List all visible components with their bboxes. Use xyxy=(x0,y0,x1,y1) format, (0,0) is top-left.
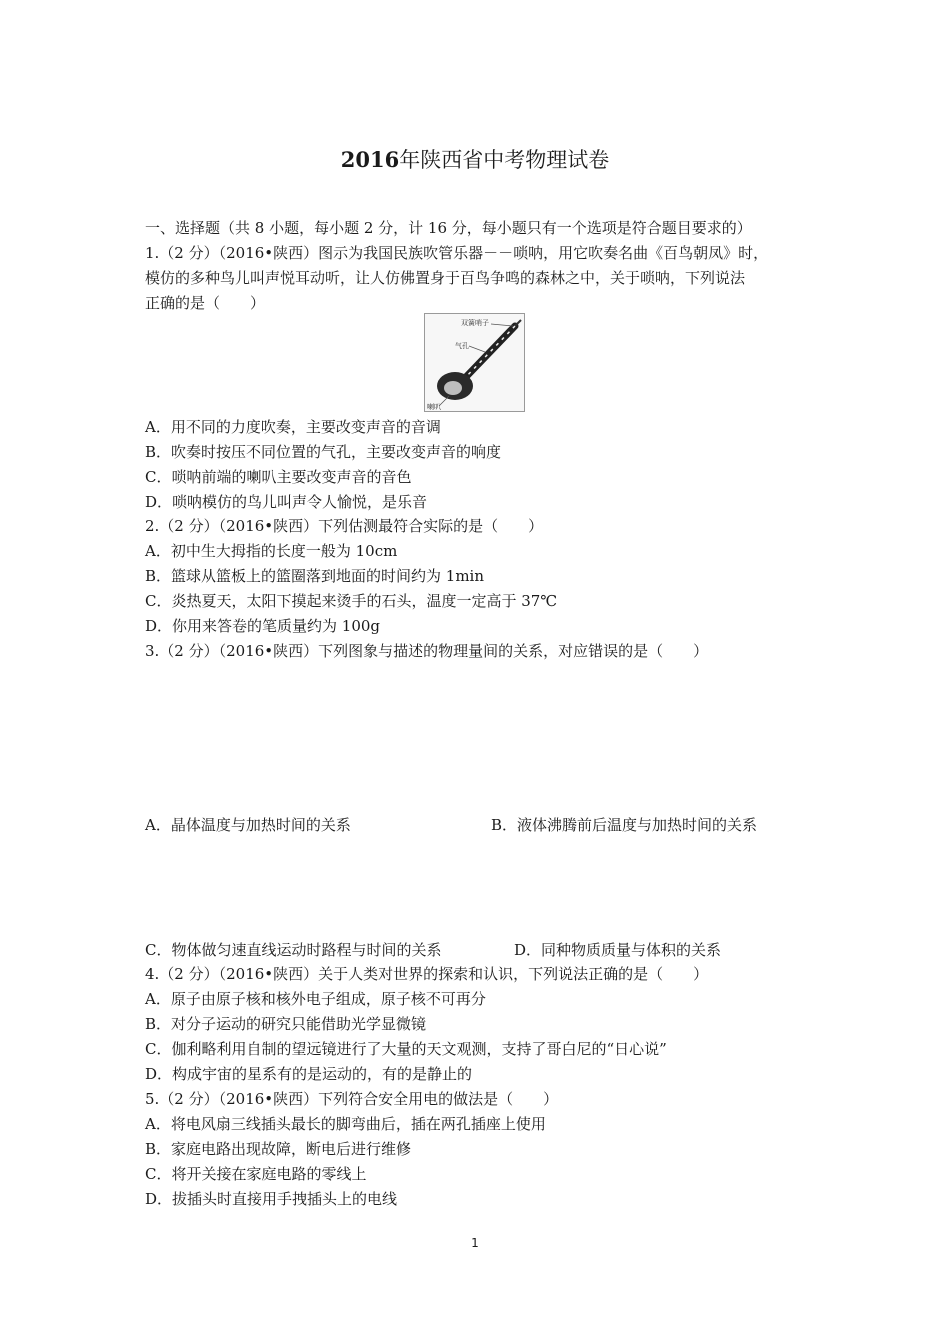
q1-stem-line3: 正确的是（ ） xyxy=(145,294,266,312)
q5-option-a: A．将电风扇三线插头最长的脚弯曲后，插在两孔插座上使用 xyxy=(145,1115,546,1133)
q5-stem: 5.（2 分）（2016•陕西）下列符合安全用电的做法是（ ） xyxy=(145,1090,559,1108)
title-year: 2016 xyxy=(340,147,400,172)
q1-option-b: B．吹奏时按压不同位置的气孔，主要改变声音的响度 xyxy=(145,443,502,461)
q1-option-a: A．用不同的力度吹奏，主要改变声音的音调 xyxy=(145,418,441,436)
q1-stem-line1: 1.（2 分）（2016•陕西）图示为我国民族吹管乐器－－唢呐，用它吹奏名曲《百鸟朝凤》时， xyxy=(145,244,769,262)
image-label-bell: 喇叭 xyxy=(427,403,441,411)
image-label-reed: 双簧哨子 xyxy=(461,319,489,327)
q2-option-b: B．篮球从篮板上的篮圈落到地面的时间约为 1min xyxy=(145,567,485,585)
q5-option-d: D．拔插头时直接用手拽插头上的电线 xyxy=(145,1190,398,1208)
image-label-hole: 气孔 xyxy=(455,342,469,350)
section-heading: 一、选择题（共 8 小题，每小题 2 分，计 16 分，每小题只有一个选项是符合题目要求的） xyxy=(145,219,752,237)
q3-option-a: A．晶体温度与加热时间的关系 xyxy=(145,816,351,834)
q4-option-a: A．原子由原子核和核外电子组成，原子核不可再分 xyxy=(145,990,486,1008)
q5-option-c: C．将开关接在家庭电路的零线上 xyxy=(145,1165,367,1183)
page-title xyxy=(0,146,950,174)
q3-option-c: C．物体做匀速直线运动时路程与时间的关系 xyxy=(145,941,442,959)
q4-option-c: C．伽利略利用自制的望远镜进行了大量的天文观测，支持了哥白尼的“日心说” xyxy=(145,1040,667,1058)
q4-option-d: D．构成宇宙的星系有的是运动的，有的是静止的 xyxy=(145,1065,473,1083)
q2-option-c: C．炎热夏天，太阳下摸起来烫手的石头，温度一定高于 37℃ xyxy=(145,592,558,610)
suona-image xyxy=(424,313,525,412)
q2-stem: 2.（2 分）（2016•陕西）下列估测最符合实际的是（ ） xyxy=(145,517,544,535)
q3-option-b: B．液体沸腾前后温度与加热时间的关系 xyxy=(491,816,758,834)
q3-option-d: D．同种物质质量与体积的关系 xyxy=(514,941,722,959)
q1-option-d: D．唢呐模仿的鸟儿叫声令人愉悦，是乐音 xyxy=(145,493,428,511)
page-number: 1 xyxy=(471,1236,479,1250)
q4-stem: 4.（2 分）（2016•陕西）关于人类对世界的探索和认识，下列说法正确的是（ ） xyxy=(145,965,709,983)
q2-option-a: A．初中生大拇指的长度一般为 10cm xyxy=(145,542,398,560)
q2-option-d: D．你用来答卷的笔质量约为 100g xyxy=(145,617,381,635)
q5-option-b: B．家庭电路出现故障，断电后进行维修 xyxy=(145,1140,412,1158)
q1-option-c: C．唢呐前端的喇叭主要改变声音的音色 xyxy=(145,468,412,486)
q3-stem: 3.（2 分）（2016•陕西）下列图象与描述的物理量间的关系，对应错误的是（ ） xyxy=(145,642,709,660)
q1-stem-line2: 模仿的多种鸟儿叫声悦耳动听，让人仿佛置身于百鸟争鸣的森林之中，关于唢呐，下列说法 xyxy=(145,269,746,287)
title-text: 年陕西省中考物理试卷 xyxy=(399,148,610,172)
q4-option-b: B．对分子运动的研究只能借助光学显微镜 xyxy=(145,1015,427,1033)
